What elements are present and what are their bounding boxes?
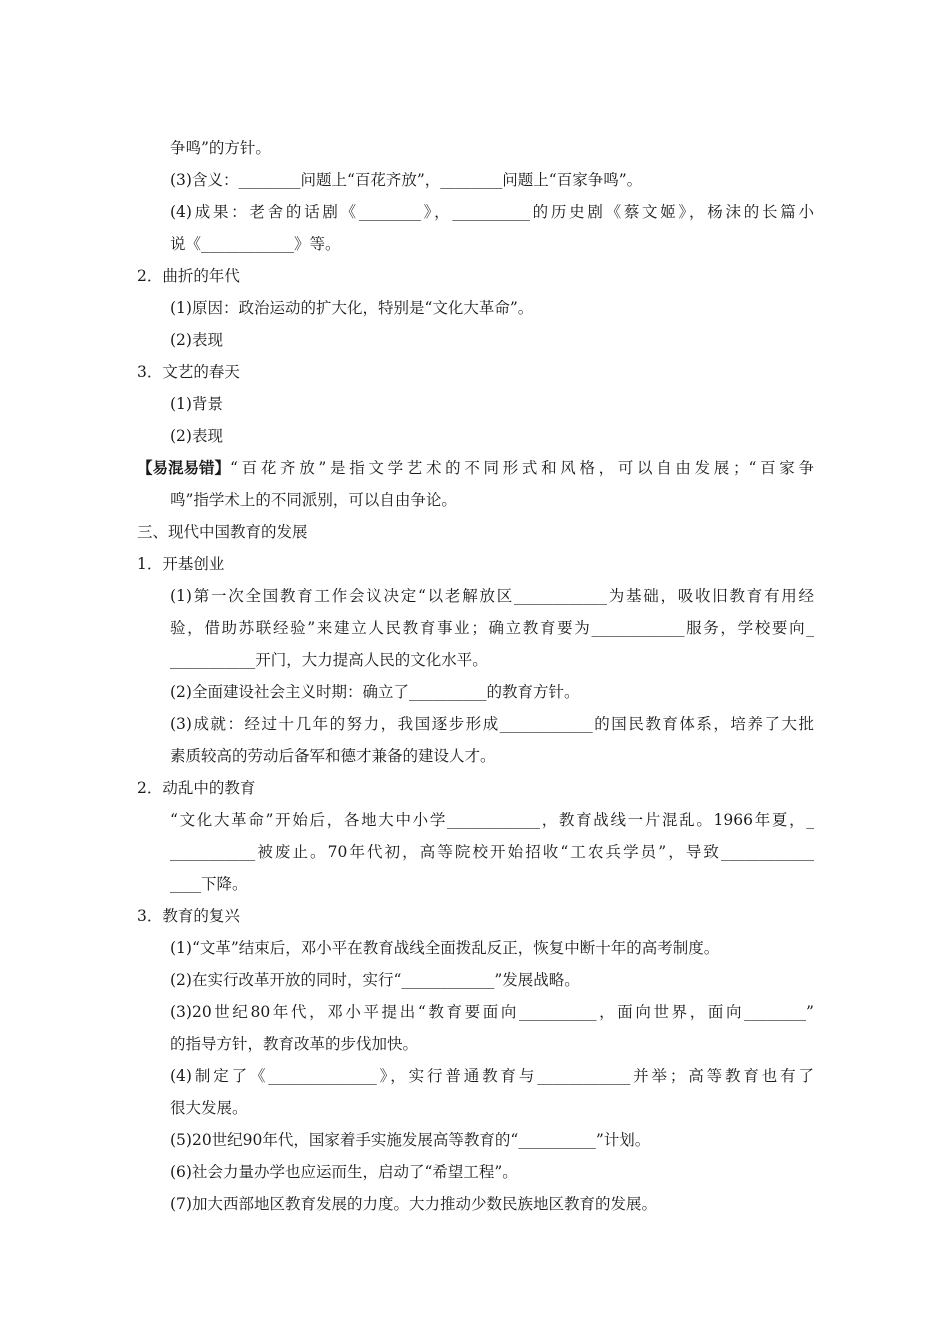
text-line: (6)社会力量办学也应运而生，启动了“希望工程”。 — [170, 1163, 518, 1181]
text-line: (1)第一次全国教育工作会议决定“以老解放区____________为基础，吸收旧教育有用经 — [170, 587, 814, 605]
text-line: 说《____________》等。 — [170, 235, 341, 253]
text-line: “文化大革命”开始后，各地大中小学____________，教育战线一片混乱。1966年夏，_ — [170, 811, 814, 829]
text-line: 很大发展。 — [170, 1099, 248, 1117]
note-tag: 【易混易错】 — [137, 458, 231, 477]
text-line: (3)成就：经过十几年的努力，我国逐步形成____________的国民教育体系，培养了大批 — [170, 715, 814, 733]
text-line: 验，借助苏联经验”来建立人民教育事业；确立教育要为____________服务，学校要向_ — [170, 619, 814, 637]
text-line: (7)加大西部地区教育发展的力度。大力推动少数民族地区教育的发展。 — [170, 1195, 657, 1213]
text-line: (5)20世纪90年代，国家着手实施发展高等教育的“__________”计划。 — [170, 1131, 651, 1149]
text-line: (3)含义：________问题上“百花齐放”，________问题上“百家争鸣”。 — [170, 171, 643, 189]
text-line: 鸣”指学术上的不同派别，可以自由争论。 — [170, 491, 457, 509]
section-heading: 1．开基创业 — [137, 555, 225, 573]
text-line: (2)表现 — [170, 427, 223, 445]
text-line: 的指导方针，教育改革的步伐加快。 — [170, 1035, 419, 1053]
chapter-heading: 三、现代中国教育的发展 — [137, 523, 308, 541]
text-line: ____下降。 — [170, 875, 248, 893]
text-line: (2)表现 — [170, 331, 223, 349]
text-line: (4)成果：老舍的话剧《________》，__________的历史剧《蔡文姬》，杨沫的长篇小 — [170, 203, 814, 221]
text-line: ___________开门，大力提高人民的文化水平。 — [170, 651, 488, 669]
text-line: (1)原因：政治运动的扩大化，特别是“文化大革命”。 — [170, 299, 534, 317]
text-line: 争鸣”的方针。 — [170, 139, 271, 157]
text-line: (3)20世纪80年代，邓小平提出“教育要面向__________，面向世界，面向________” — [170, 1003, 814, 1021]
text-line: (2)在实行改革开放的同时，实行“____________”发展战略。 — [170, 971, 580, 989]
text-line: (1)背景 — [170, 395, 223, 413]
note-line — [137, 458, 814, 478]
note-text: “百花齐放”是指文学艺术的不同形式和风格，可以自由发展；“百家争 — [230, 459, 814, 477]
section-heading: 3．文艺的春天 — [137, 363, 240, 381]
text-line: 素质较高的劳动后备军和德才兼备的建设人才。 — [170, 747, 496, 765]
section-heading: 3．教育的复兴 — [137, 907, 240, 925]
text-line: (4)制定了《______________》，实行普通教育与____________并举；高等教育也有了 — [170, 1067, 814, 1085]
text-line: (2)全面建设社会主义时期：确立了__________的教育方针。 — [170, 683, 580, 701]
text-line: (1)“文革”结束后，邓小平在教育战线全面拨乱反正，恢复中断十年的高考制度。 — [170, 939, 720, 957]
section-heading: 2．曲折的年代 — [137, 267, 240, 285]
section-heading: 2．动乱中的教育 — [137, 779, 256, 797]
text-line: ___________被废止。70年代初，高等院校开始招收“工农兵学员”，导致____________ — [170, 843, 814, 861]
